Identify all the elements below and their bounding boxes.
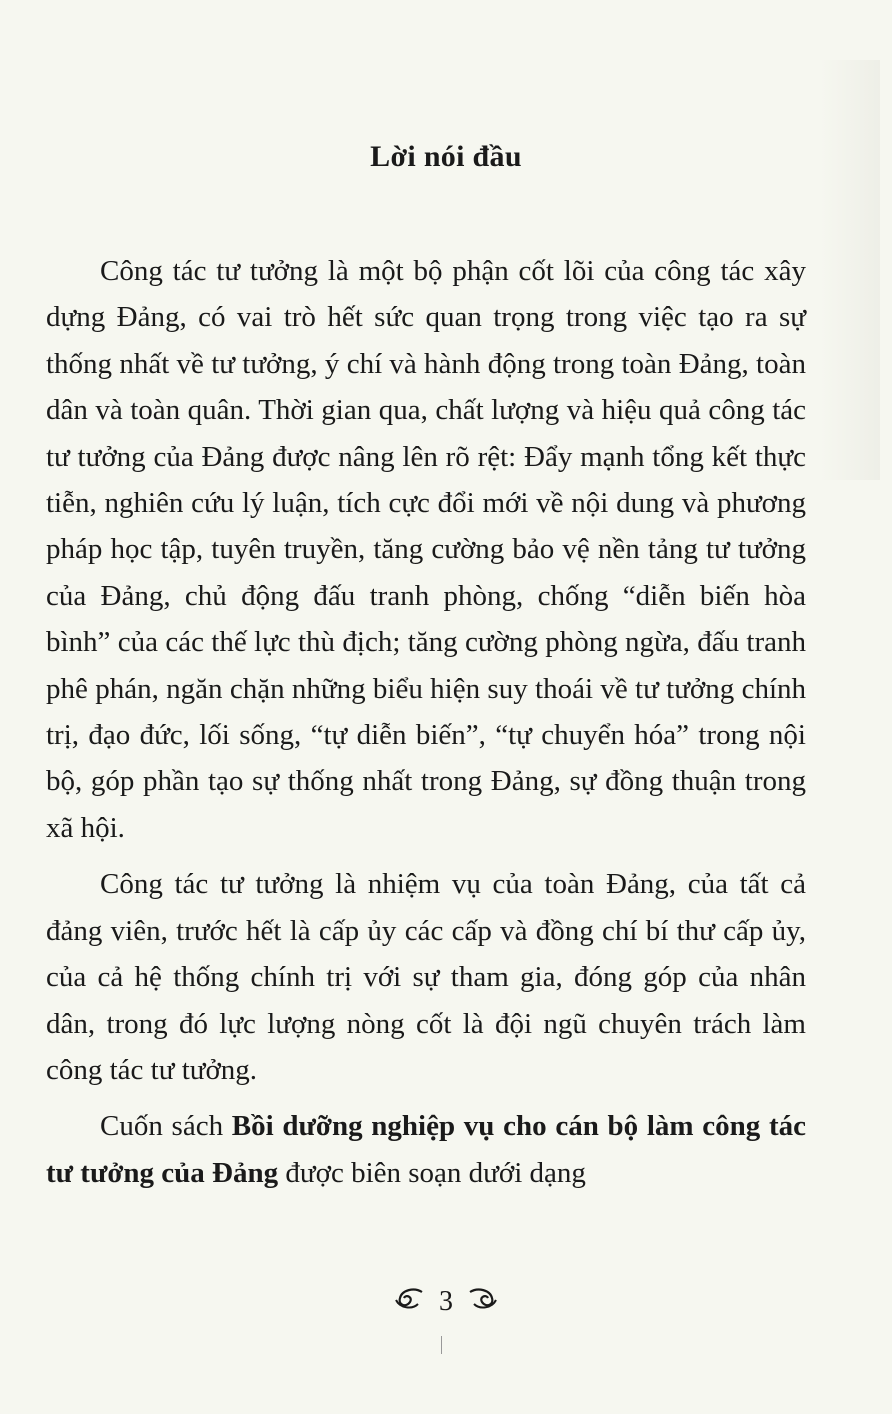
paragraph-1: Công tác tư tưởng là một bộ phận cốt lõi của công tác xây dựng Đảng, có vai trò hết sức quan trọng trong việc tạo ra sự thống nhất về tư tưởng, ý chí và hành động trong toàn Đảng, toàn dân và toàn quân. Thời gian qua, chất lượng và hiệu quả công tác tư tưởng của Đảng được nâng lên rõ rệt: Đẩy mạnh tổng kết thực tiễn, nghiên cứu lý luận, tích cực đổi mới về nội dung và phương pháp học tập, tuyên truyền, tăng cường bảo vệ nền tảng tư tưởng của Đảng, chủ động đấu tranh phòng, chống “diễn biến hòa bình” của các thế lực thù địch; tăng cường phòng ngừa, đấu tranh phê phán, ngăn chặn những biểu hiện suy thoái về tư tưởng chính trị, đạo đức, lối sống, “tự diễn biến”, “tự chuyển hóa” trong nội bộ, góp phần tạo sự thống nhất trong Đảng, sự đồng thuận trong xã hội. [46,255,806,844]
page-title: Lời nói đầu [370,140,522,173]
body-text [46,248,806,1206]
page-footer [0,1284,892,1318]
ornament-right-icon [466,1287,500,1317]
book-title-bold: Bồi dưỡng nghiệp vụ cho cán bộ làm công tác tư tưởng của Đảng [46,1110,807,1189]
paragraph-3 [46,1103,806,1196]
paragraph-2: Công tác tư tưởng là nhiệm vụ của toàn Đảng, của tất cả đảng viên, trước hết là cấp ủy các cấp và đồng chí bí thư cấp ủy, của cả hệ thống chính trị với sự tham gia, đóng góp của nhân dân, trong đó lực lượng nòng cốt là đội ngũ chuyên trách làm công tác tư tưởng. [46,868,806,1086]
paragraph-3-lead: Cuốn sách [100,1110,232,1143]
paragraph-3-tail: được biên soạn dưới dạng [278,1156,586,1189]
bleed-through-shadow [820,60,880,480]
gutter-tick [441,1336,442,1354]
page-number: 3 [439,1285,453,1317]
ornament-left-icon [392,1287,426,1317]
